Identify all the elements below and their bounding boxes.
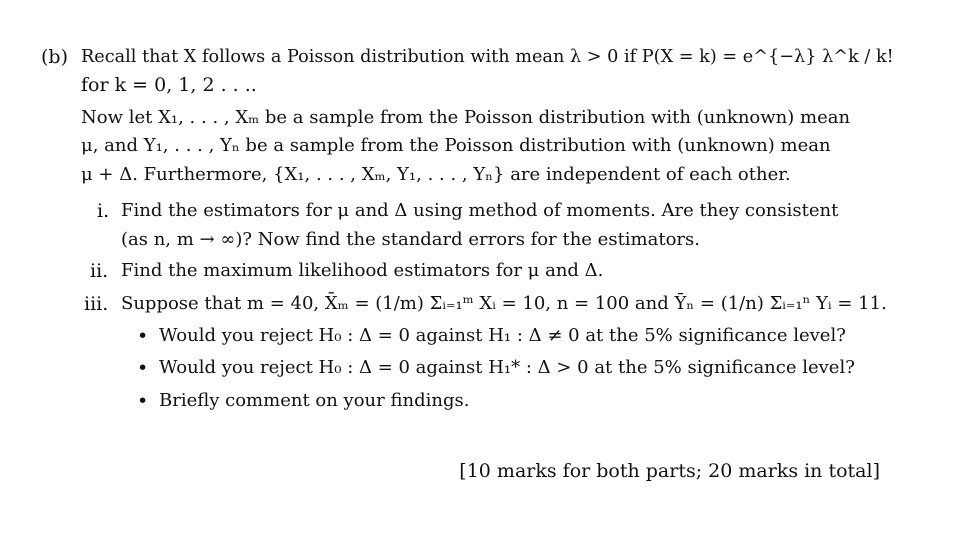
bullet-dot: • <box>137 325 149 347</box>
setup-line-2: μ, and Y₁, . . . , Yₙ be a sample from the Poisson distribution with (unknown) mean <box>81 135 831 156</box>
item-i-line-2: (as n, m → ∞)? Now find the standard errors for the estimators. <box>121 229 700 250</box>
intro-line-2: for k = 0, 1, 2 . . .. <box>81 74 257 96</box>
part-label: (b) <box>41 46 68 68</box>
item-i-label: i. <box>97 200 110 222</box>
item-iii-line-1: Suppose that m = 40, X̄ₘ = (1/m) Σᵢ₌₁ᵐ Xᵢ = 10, n = 100 and Ȳₙ = (1/n) Σᵢ₌₁ⁿ Yᵢ = 11. <box>121 293 887 314</box>
setup-line-1: Now let X₁, . . . , Xₘ be a sample from the Poisson distribution with (unknown) mean <box>81 107 851 128</box>
bullet-dot: • <box>137 390 149 412</box>
intro-line-1: Recall that X follows a Poisson distribution with mean λ > 0 if P(X = k) = e^{−λ} λ^k / k! <box>81 46 894 67</box>
bullet-dot: • <box>137 357 149 379</box>
item-iii-label: iii. <box>84 293 109 315</box>
item-ii-label: ii. <box>90 260 109 282</box>
marks-note: [10 marks for both parts; 20 marks in total] <box>459 460 880 482</box>
bullet-3: Briefly comment on your findings. <box>159 390 470 411</box>
setup-line-3: μ + Δ. Furthermore, {X₁, . . . , Xₘ, Y₁, . . . , Yₙ} are independent of each other. <box>81 164 791 185</box>
bullet-2: Would you reject H₀ : Δ = 0 against H₁* : Δ > 0 at the 5% significance level? <box>159 357 855 378</box>
item-i-line-1: Find the estimators for μ and Δ using method of moments. Are they consistent <box>121 200 839 221</box>
item-ii-line-1: Find the maximum likelihood estimators for μ and Δ. <box>121 260 604 281</box>
bullet-1: Would you reject H₀ : Δ = 0 against H₁ : Δ ≠ 0 at the 5% significance level? <box>159 325 846 346</box>
